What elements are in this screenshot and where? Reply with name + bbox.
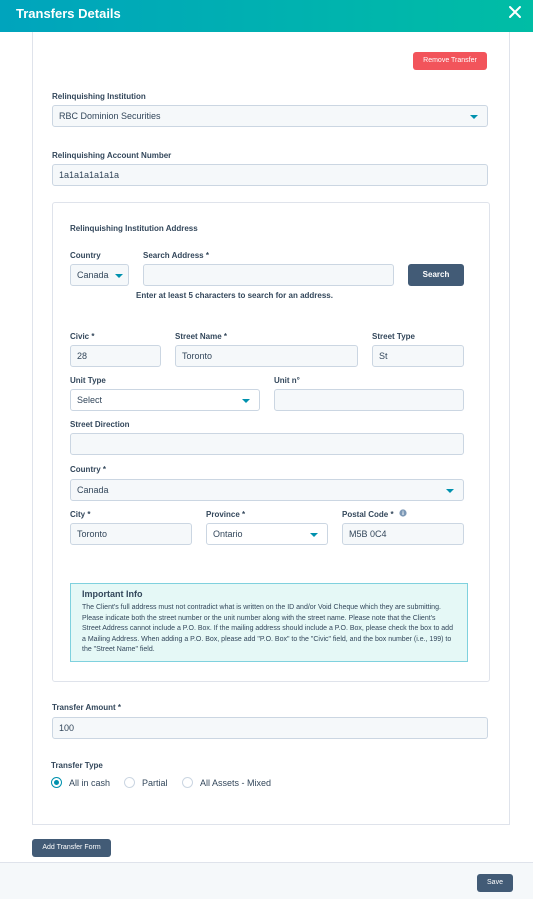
civic-value: 28 — [77, 351, 88, 361]
account-input[interactable] — [52, 164, 488, 186]
province-label: Province * — [206, 510, 246, 519]
remove-transfer-button[interactable]: Remove Transfer — [413, 52, 487, 70]
search-address-label: Search Address * — [143, 251, 209, 260]
chevron-down-icon — [115, 274, 123, 278]
transfer-amount-input[interactable] — [52, 717, 488, 739]
street-name-input[interactable] — [175, 345, 358, 367]
footer-bar — [0, 862, 533, 899]
street-type-label: Street Type — [372, 332, 415, 341]
province-value: Ontario — [213, 529, 243, 539]
unit-type-label: Unit Type — [70, 376, 106, 385]
radio-label-partial: Partial — [142, 778, 168, 788]
search-button[interactable]: Search — [408, 264, 464, 286]
street-type-value: St — [379, 351, 388, 361]
street-direction-input[interactable] — [70, 433, 464, 455]
city-label: City * — [70, 510, 91, 519]
country-select[interactable] — [70, 264, 129, 286]
account-label: Relinquishing Account Number — [52, 151, 172, 160]
civic-label: Civic * — [70, 332, 95, 341]
radio-label-all-assets-mixed: All Assets - Mixed — [200, 778, 272, 788]
postal-code-input[interactable] — [342, 523, 464, 545]
transfer-amount-value: 100 — [59, 723, 75, 733]
close-icon[interactable] — [506, 3, 524, 21]
country2-select[interactable] — [70, 479, 464, 501]
chevron-down-icon — [242, 399, 250, 403]
radio-partial[interactable] — [124, 777, 135, 788]
info-heading: Important Info — [82, 589, 143, 599]
address-section — [52, 202, 490, 682]
save-button[interactable]: Save — [477, 874, 513, 892]
institution-label: Relinquishing Institution — [52, 92, 146, 101]
chevron-down-icon — [310, 533, 318, 537]
add-transfer-form-button[interactable]: Add Transfer Form — [32, 839, 111, 857]
search-hint: Enter at least 5 characters to search for an address. — [136, 291, 333, 300]
form-scroll-area[interactable] — [0, 32, 533, 862]
info-text: The Client's full address must not contradict what is written on the ID and/or Void Cheque which they are submitting. Please indicate both the street number or the unit number along with the street name. Please note that the Client's Street Address cannot include a P.O. Box. If the mailing address should include a P.O. Box, please check the box to add a Mailing Address. When adding a P.O. Box, please add "P.O. Box" to the "Civic" field, and the box number (i.e., 199) to the "Street Name" field. — [82, 604, 453, 653]
unit-type-value: Select — [77, 395, 103, 405]
street-name-label: Street Name * — [175, 332, 228, 341]
transfer-amount-label: Transfer Amount * — [52, 703, 122, 712]
country2-label: Country * — [70, 465, 106, 474]
search-address-input[interactable] — [143, 264, 394, 286]
postal-code-label: Postal Code * — [342, 510, 394, 519]
account-value: 1a1a1a1a1a1a — [59, 170, 120, 180]
postal-code-value: M5B 0C4 — [349, 529, 387, 539]
radio-label-all-in-cash: All in cash — [69, 778, 111, 788]
unit-no-label: Unit n° — [274, 376, 300, 385]
header-bar — [0, 0, 533, 32]
country2-value: Canada — [77, 485, 109, 495]
street-name-value: Toronto — [182, 351, 213, 361]
transfer-type-label: Transfer Type — [51, 761, 103, 770]
chevron-down-icon — [470, 115, 478, 119]
unit-no-input[interactable] — [274, 389, 464, 411]
page-title: Transfers Details — [16, 6, 121, 21]
radio-all-in-cash[interactable] — [51, 777, 62, 788]
important-info-box — [70, 583, 468, 662]
address-title: Relinquishing Institution Address — [70, 224, 198, 233]
country-label: Country — [70, 251, 101, 260]
institution-value: RBC Dominion Securities — [59, 111, 161, 121]
street-direction-label: Street Direction — [70, 420, 130, 429]
city-value: Toronto — [77, 529, 108, 539]
chevron-down-icon — [446, 489, 454, 493]
province-select[interactable] — [206, 523, 328, 545]
city-input[interactable] — [70, 523, 192, 545]
info-icon[interactable] — [399, 509, 407, 517]
country-value: Canada — [77, 270, 109, 280]
unit-type-select[interactable] — [70, 389, 260, 411]
institution-select[interactable] — [52, 105, 488, 127]
civic-input[interactable] — [70, 345, 161, 367]
radio-all-assets-mixed[interactable] — [182, 777, 193, 788]
street-type-input[interactable] — [372, 345, 464, 367]
transfer-card — [32, 32, 510, 825]
